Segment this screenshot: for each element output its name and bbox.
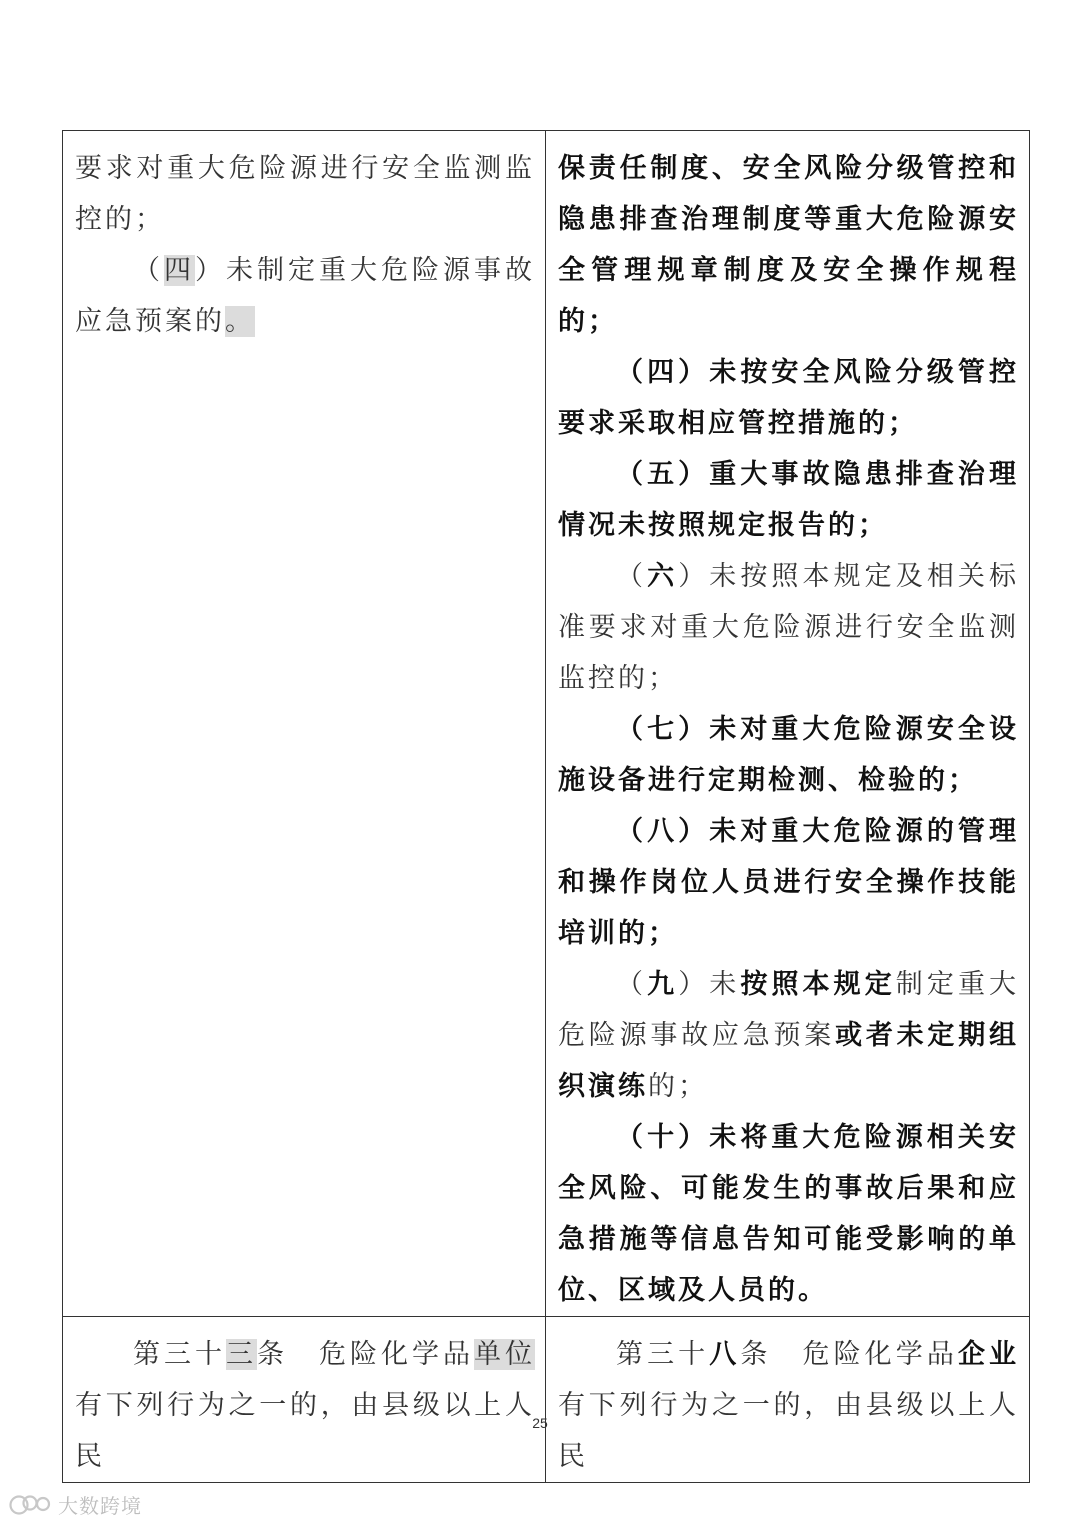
text-run: 条 危险化学品 xyxy=(257,1339,474,1370)
table-row xyxy=(63,131,1030,1317)
paragraph xyxy=(558,959,1019,1112)
text-run: 要求对重大危险源进行安全监测监控的； xyxy=(75,153,535,235)
text-run: 保责任制度、安全风险分级管控和隐患排查治理制度等重大危险源安全管理规章制度及安全操作规程的； xyxy=(558,153,1019,337)
text-run: 六 xyxy=(647,561,679,592)
paragraph xyxy=(558,143,1019,347)
cell-content xyxy=(558,1329,1019,1482)
text-run: 按照本规定 xyxy=(740,969,896,1000)
text-run: 条 危险化学品 xyxy=(740,1339,958,1370)
watermark-text: 大数跨境 xyxy=(58,1494,142,1518)
paragraph xyxy=(558,449,1019,551)
chat-bubble-logo-icon xyxy=(8,1494,54,1516)
text-run: 九 xyxy=(647,969,679,1000)
highlighted-text: 四 xyxy=(164,255,195,286)
text-run: 的； xyxy=(648,1071,708,1102)
paragraph xyxy=(558,347,1019,449)
left-cell-old-text xyxy=(63,131,546,1317)
cell-content xyxy=(75,1329,535,1482)
paragraph xyxy=(75,143,535,245)
text-run: （五）重大事故隐患排查治理情况未按照规定报告的； xyxy=(558,459,1019,541)
paragraph xyxy=(558,704,1019,806)
highlighted-text: 单位 xyxy=(474,1339,535,1370)
text-run: （ xyxy=(616,969,648,1000)
text-run: 或者未定期组织演练 xyxy=(558,1020,1020,1102)
paragraph xyxy=(558,806,1019,959)
cell-content xyxy=(558,143,1019,1316)
text-run: （十）未将重大危险源相关安全风险、可能发生的事故后果和应急措施等信息告知可能受影响的单位、区域及人员的。 xyxy=(558,1122,1019,1306)
paragraph xyxy=(558,551,1019,704)
left-cell-article xyxy=(63,1317,546,1483)
text-run: 有下列行为之一的，由县级以上人民 xyxy=(558,1390,1019,1472)
right-cell-article xyxy=(546,1317,1030,1483)
watermark xyxy=(8,1490,142,1519)
text-run: ）未制定重大危险源事故应急预案的 xyxy=(75,255,535,337)
highlighted-text: 。 xyxy=(225,306,255,337)
text-run: ）未 xyxy=(678,969,741,1000)
table-row xyxy=(63,1317,1030,1483)
text-run: 八 xyxy=(709,1339,741,1370)
text-run: 第三十 xyxy=(616,1339,710,1370)
page-number: 25 xyxy=(532,1415,548,1431)
text-run: （七）未对重大危险源安全设施设备进行定期检测、检验的； xyxy=(558,714,1019,796)
text-run: 有下列行为之一的，由县级以上人民 xyxy=(75,1390,535,1472)
text-run: （八）未对重大危险源的管理和操作岗位人员进行安全操作技能培训的； xyxy=(558,816,1019,949)
paragraph xyxy=(558,1112,1019,1316)
text-run: （ xyxy=(133,255,164,286)
right-cell-new-text xyxy=(546,131,1030,1317)
paragraph xyxy=(558,1329,1019,1482)
cell-content xyxy=(75,143,535,347)
text-run: （ xyxy=(616,561,648,592)
text-run: 企业 xyxy=(957,1339,1020,1370)
paragraph xyxy=(75,1329,535,1482)
highlighted-text: 三 xyxy=(226,1339,257,1370)
text-run: 第三十 xyxy=(133,1339,226,1370)
text-run: 制定重大危险源事故应急预案 xyxy=(558,969,1020,1051)
text-run: （四）未按安全风险分级管控要求采取相应管控措施的； xyxy=(558,357,1019,439)
comparison-table xyxy=(62,130,1030,1483)
paragraph xyxy=(75,245,535,347)
text-run: ）未按照本规定及相关标准要求对重大危险源进行安全监测监控的； xyxy=(558,561,1020,694)
